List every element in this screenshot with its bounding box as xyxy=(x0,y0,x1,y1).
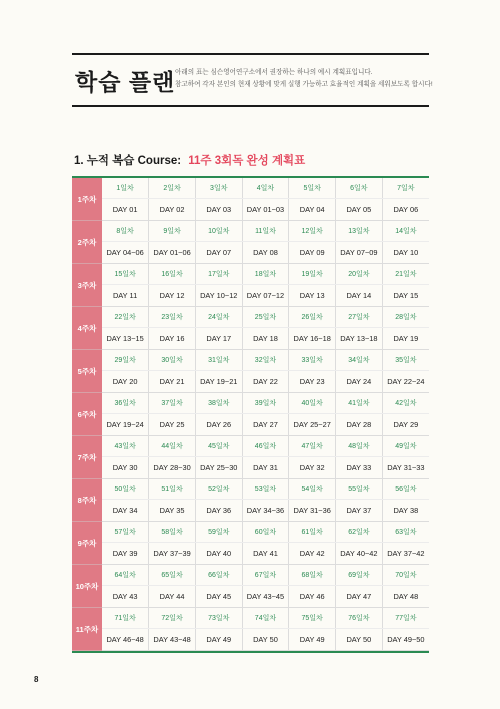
header-desc-line-2: 참고하여 각자 본인의 현재 상황에 맞게 실행 가능하고 효율적인 계획을 세워보도록 합시다! xyxy=(175,81,433,88)
day-label: 61일차 xyxy=(289,522,336,543)
day-content: DAY 28 xyxy=(336,414,383,436)
day-content: DAY 11 xyxy=(102,285,149,307)
day-label: 53일차 xyxy=(242,479,289,500)
day-content: DAY 01~03 xyxy=(242,199,289,221)
week-label: 6주차 xyxy=(72,393,102,436)
day-content: DAY 49 xyxy=(289,629,336,651)
week-label: 9주차 xyxy=(72,522,102,565)
day-content: DAY 06 xyxy=(382,199,429,221)
day-label: 12일차 xyxy=(289,221,336,242)
day-content: DAY 42 xyxy=(289,543,336,565)
day-label: 41일차 xyxy=(336,393,383,414)
study-plan-table xyxy=(72,176,429,653)
day-content: DAY 04~06 xyxy=(102,242,149,264)
table-row xyxy=(72,414,429,436)
day-label: 21일차 xyxy=(382,264,429,285)
day-content: DAY 24 xyxy=(336,371,383,393)
day-label: 15일차 xyxy=(102,264,149,285)
day-content: DAY 46 xyxy=(289,586,336,608)
table-row xyxy=(72,307,429,328)
day-content: DAY 50 xyxy=(242,629,289,651)
day-label: 43일차 xyxy=(102,436,149,457)
day-label: 60일차 xyxy=(242,522,289,543)
day-content: DAY 36 xyxy=(195,500,242,522)
table-row xyxy=(72,565,429,586)
day-label: 37일차 xyxy=(149,393,196,414)
table-row xyxy=(72,586,429,608)
table-row xyxy=(72,264,429,285)
day-label: 25일차 xyxy=(242,307,289,328)
day-content: DAY 13~15 xyxy=(102,328,149,350)
day-label: 68일차 xyxy=(289,565,336,586)
day-content: DAY 43~45 xyxy=(242,586,289,608)
day-label: 55일차 xyxy=(336,479,383,500)
day-label: 20일차 xyxy=(336,264,383,285)
day-label: 75일차 xyxy=(289,608,336,629)
day-content: DAY 33 xyxy=(336,457,383,479)
day-label: 54일차 xyxy=(289,479,336,500)
day-content: DAY 07~09 xyxy=(336,242,383,264)
day-content: DAY 40 xyxy=(195,543,242,565)
day-label: 67일차 xyxy=(242,565,289,586)
day-label: 3일차 xyxy=(195,178,242,199)
day-content: DAY 10 xyxy=(382,242,429,264)
week-label: 4주차 xyxy=(72,307,102,350)
day-label: 62일차 xyxy=(336,522,383,543)
table-row xyxy=(72,393,429,414)
day-label: 46일차 xyxy=(242,436,289,457)
day-label: 14일차 xyxy=(382,221,429,242)
week-label: 1주차 xyxy=(72,178,102,221)
day-label: 45일차 xyxy=(195,436,242,457)
day-content: DAY 25~30 xyxy=(195,457,242,479)
day-content: DAY 09 xyxy=(289,242,336,264)
day-label: 10일차 xyxy=(195,221,242,242)
section-title-highlight: 11주 3회독 완성 계획표 xyxy=(188,155,306,167)
day-content: DAY 07~12 xyxy=(242,285,289,307)
day-content: DAY 07 xyxy=(195,242,242,264)
day-content: DAY 13 xyxy=(289,285,336,307)
day-label: 64일차 xyxy=(102,565,149,586)
day-content: DAY 43 xyxy=(102,586,149,608)
header-description xyxy=(175,67,433,91)
day-label: 2일차 xyxy=(149,178,196,199)
day-content: DAY 01~06 xyxy=(149,242,196,264)
day-content: DAY 19~21 xyxy=(195,371,242,393)
day-content: DAY 27 xyxy=(242,414,289,436)
day-content: DAY 50 xyxy=(336,629,383,651)
day-content: DAY 45 xyxy=(195,586,242,608)
table-row xyxy=(72,457,429,479)
day-label: 56일차 xyxy=(382,479,429,500)
day-content: DAY 32 xyxy=(289,457,336,479)
day-content: DAY 31~33 xyxy=(382,457,429,479)
day-label: 59일차 xyxy=(195,522,242,543)
day-label: 76일차 xyxy=(336,608,383,629)
day-content: DAY 30 xyxy=(102,457,149,479)
week-label: 10주차 xyxy=(72,565,102,608)
day-label: 13일차 xyxy=(336,221,383,242)
day-label: 23일차 xyxy=(149,307,196,328)
header-top-rule xyxy=(72,53,429,55)
header-desc-line-1: 아래의 표는 심슨영어연구소에서 권장하는 하나의 예시 계획표입니다. xyxy=(175,69,373,76)
day-label: 35일차 xyxy=(382,350,429,371)
table-row xyxy=(72,522,429,543)
day-label: 39일차 xyxy=(242,393,289,414)
day-content: DAY 25~27 xyxy=(289,414,336,436)
week-label: 8주차 xyxy=(72,479,102,522)
day-label: 28일차 xyxy=(382,307,429,328)
table-row xyxy=(72,543,429,565)
day-content: DAY 20 xyxy=(102,371,149,393)
day-content: DAY 25 xyxy=(149,414,196,436)
table-row xyxy=(72,328,429,350)
day-label: 38일차 xyxy=(195,393,242,414)
table-row xyxy=(72,285,429,307)
day-content: DAY 31 xyxy=(242,457,289,479)
week-label: 5주차 xyxy=(72,350,102,393)
day-label: 17일차 xyxy=(195,264,242,285)
day-label: 11일차 xyxy=(242,221,289,242)
day-label: 18일차 xyxy=(242,264,289,285)
table-row xyxy=(72,500,429,522)
day-content: DAY 14 xyxy=(336,285,383,307)
day-label: 66일차 xyxy=(195,565,242,586)
day-content: DAY 21 xyxy=(149,371,196,393)
day-content: DAY 49 xyxy=(195,629,242,651)
day-content: DAY 19~24 xyxy=(102,414,149,436)
day-label: 1일차 xyxy=(102,178,149,199)
page-number: 8 xyxy=(34,675,39,684)
day-content: DAY 08 xyxy=(242,242,289,264)
day-label: 8일차 xyxy=(102,221,149,242)
table-bottom-border xyxy=(72,651,429,653)
day-label: 57일차 xyxy=(102,522,149,543)
day-content: DAY 31~36 xyxy=(289,500,336,522)
day-label: 69일차 xyxy=(336,565,383,586)
day-label: 73일차 xyxy=(195,608,242,629)
day-label: 19일차 xyxy=(289,264,336,285)
day-label: 31일차 xyxy=(195,350,242,371)
day-content: DAY 37~42 xyxy=(382,543,429,565)
day-content: DAY 48 xyxy=(382,586,429,608)
day-content: DAY 34~36 xyxy=(242,500,289,522)
day-content: DAY 49~50 xyxy=(382,629,429,651)
day-content: DAY 41 xyxy=(242,543,289,565)
day-label: 32일차 xyxy=(242,350,289,371)
day-label: 40일차 xyxy=(289,393,336,414)
table-row xyxy=(72,371,429,393)
header-bottom-rule xyxy=(72,105,429,107)
day-content: DAY 05 xyxy=(336,199,383,221)
day-label: 49일차 xyxy=(382,436,429,457)
day-label: 6일차 xyxy=(336,178,383,199)
day-label: 22일차 xyxy=(102,307,149,328)
table-row xyxy=(72,436,429,457)
page-title: 학습 플랜 xyxy=(75,69,176,95)
table-row xyxy=(72,199,429,221)
section-title-prefix: 1. 누적 복습 Course: xyxy=(74,155,182,167)
day-label: 4일차 xyxy=(242,178,289,199)
day-label: 5일차 xyxy=(289,178,336,199)
day-label: 48일차 xyxy=(336,436,383,457)
day-content: DAY 47 xyxy=(336,586,383,608)
day-content: DAY 34 xyxy=(102,500,149,522)
week-label: 2주차 xyxy=(72,221,102,264)
day-content: DAY 01 xyxy=(102,199,149,221)
day-content: DAY 12 xyxy=(149,285,196,307)
day-content: DAY 16~18 xyxy=(289,328,336,350)
day-label: 30일차 xyxy=(149,350,196,371)
day-label: 27일차 xyxy=(336,307,383,328)
day-content: DAY 17 xyxy=(195,328,242,350)
day-label: 44일차 xyxy=(149,436,196,457)
table-row xyxy=(72,479,429,500)
day-label: 50일차 xyxy=(102,479,149,500)
day-content: DAY 28~30 xyxy=(149,457,196,479)
day-label: 47일차 xyxy=(289,436,336,457)
week-label: 11주차 xyxy=(72,608,102,651)
day-label: 52일차 xyxy=(195,479,242,500)
day-label: 33일차 xyxy=(289,350,336,371)
section-title xyxy=(74,152,305,168)
day-content: DAY 26 xyxy=(195,414,242,436)
table-row xyxy=(72,608,429,629)
day-content: DAY 10~12 xyxy=(195,285,242,307)
day-content: DAY 40~42 xyxy=(336,543,383,565)
day-label: 71일차 xyxy=(102,608,149,629)
day-label: 74일차 xyxy=(242,608,289,629)
day-label: 42일차 xyxy=(382,393,429,414)
table-row xyxy=(72,242,429,264)
day-content: DAY 04 xyxy=(289,199,336,221)
day-label: 65일차 xyxy=(149,565,196,586)
day-content: DAY 46~48 xyxy=(102,629,149,651)
table-row xyxy=(72,221,429,242)
day-content: DAY 43~48 xyxy=(149,629,196,651)
plan-table-body xyxy=(72,178,429,651)
day-label: 26일차 xyxy=(289,307,336,328)
table-row xyxy=(72,629,429,651)
day-content: DAY 22~24 xyxy=(382,371,429,393)
day-content: DAY 35 xyxy=(149,500,196,522)
day-content: DAY 16 xyxy=(149,328,196,350)
day-label: 58일차 xyxy=(149,522,196,543)
day-label: 7일차 xyxy=(382,178,429,199)
day-content: DAY 29 xyxy=(382,414,429,436)
day-label: 72일차 xyxy=(149,608,196,629)
day-content: DAY 37~39 xyxy=(149,543,196,565)
day-label: 16일차 xyxy=(149,264,196,285)
day-content: DAY 23 xyxy=(289,371,336,393)
day-label: 36일차 xyxy=(102,393,149,414)
day-content: DAY 15 xyxy=(382,285,429,307)
day-content: DAY 38 xyxy=(382,500,429,522)
day-label: 24일차 xyxy=(195,307,242,328)
day-label: 51일차 xyxy=(149,479,196,500)
table-row xyxy=(72,178,429,199)
table-row xyxy=(72,350,429,371)
day-content: DAY 18 xyxy=(242,328,289,350)
day-content: DAY 13~18 xyxy=(336,328,383,350)
week-label: 3주차 xyxy=(72,264,102,307)
day-content: DAY 22 xyxy=(242,371,289,393)
day-content: DAY 39 xyxy=(102,543,149,565)
day-label: 34일차 xyxy=(336,350,383,371)
day-label: 77일차 xyxy=(382,608,429,629)
day-label: 9일차 xyxy=(149,221,196,242)
day-content: DAY 03 xyxy=(195,199,242,221)
day-content: DAY 37 xyxy=(336,500,383,522)
day-label: 29일차 xyxy=(102,350,149,371)
day-content: DAY 19 xyxy=(382,328,429,350)
day-label: 63일차 xyxy=(382,522,429,543)
week-label: 7주차 xyxy=(72,436,102,479)
day-content: DAY 44 xyxy=(149,586,196,608)
day-content: DAY 02 xyxy=(149,199,196,221)
day-label: 70일차 xyxy=(382,565,429,586)
